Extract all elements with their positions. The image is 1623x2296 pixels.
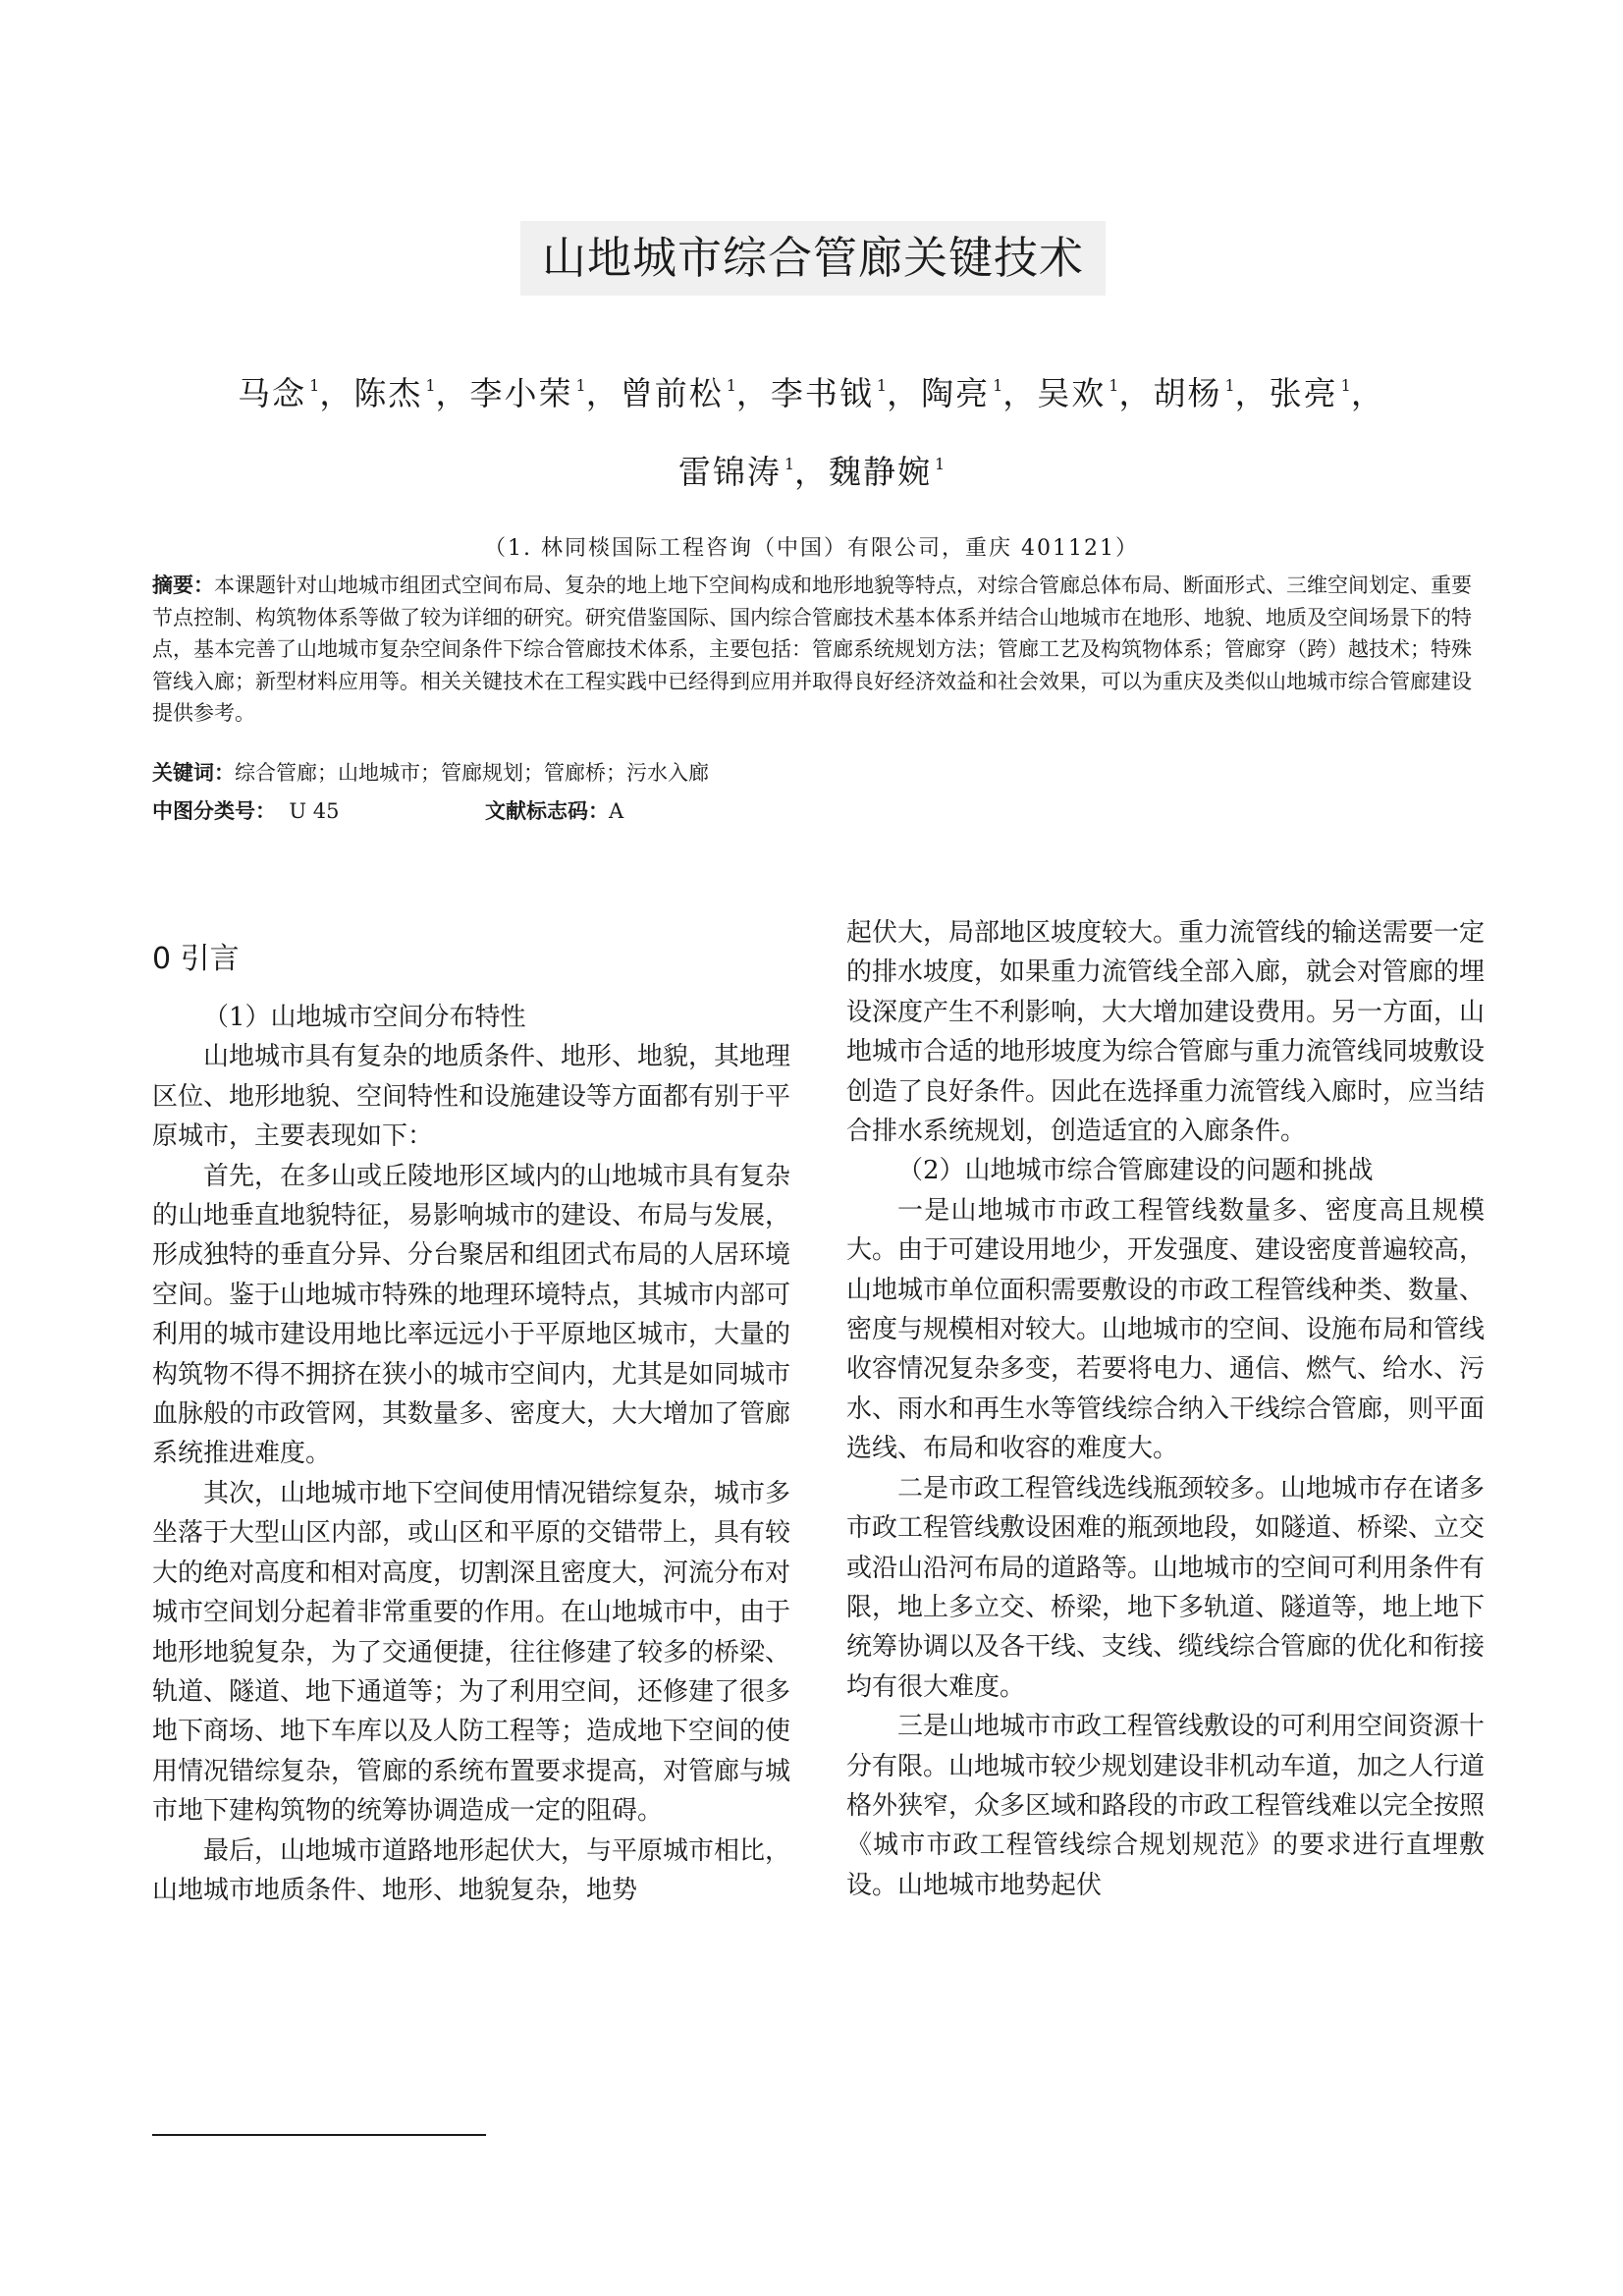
body-paragraph: 起伏大，局部地区坡度较大。重力流管线的输送需要一定的排水坡度，如果重力流管线全部入廊，就会对管廊的埋设深度产生不利影响，大大增加建设费用。另一方面，山地城市合适的地形坡度为综合管廊与重力流管线同坡敷设创造了良好条件。因此在选择重力流管线入廊时，应当结合排水系统规划，创造适宜的入廊条件。 bbox=[846, 918, 1486, 1147]
body-paragraph: 首先，在多山或丘陵地形区域内的山地城市具有复杂的山地垂直地貌特征，易影响城市的建设、布局与发展，形成独特的垂直分异、分台聚居和组团式布局的人居环境空间。鉴于山地城市特殊的地理环境特点，其城市内部可利用的城市建设用地比率远远小于平原地区城市，大量的构筑物不得不拥挤在狭小的城市空间内，尤其是如同城市血脉般的市政管网，其数量多、密度大，大大增加了管廊系统推进难度。 bbox=[152, 1161, 791, 1469]
clc-label: 中图分类号： bbox=[152, 799, 276, 823]
author-affiliation-mark: 1 bbox=[309, 376, 320, 395]
doc-code-value: A bbox=[609, 799, 624, 823]
author-name: 雷锦涛 bbox=[677, 453, 782, 491]
body-paragraph: 二是市政工程管线选线瓶颈较多。山地城市存在诸多市政工程管线敷设困难的瓶颈地段，如隧道、桥梁、立交或沿山沿河布局的道路等。山地城市的空间可利用条件有限，地上多立交、桥梁，地下多轨道、隧道等，地上地下统筹协调以及各干线、支线、缆线综合管廊的优化和衔接均有很大难度。 bbox=[846, 1473, 1486, 1702]
author-list-line-2 bbox=[0, 447, 1623, 493]
author-separator: ， bbox=[585, 374, 621, 412]
body-column-right bbox=[846, 913, 1485, 1905]
subsection-heading: （1）山地城市空间分布特性 bbox=[203, 1003, 526, 1032]
keywords bbox=[152, 757, 1480, 789]
author-separator: ， bbox=[794, 453, 829, 491]
clc-value: U 45 bbox=[289, 799, 340, 823]
author-name: 马念 bbox=[238, 374, 307, 412]
footnote-rule bbox=[152, 2134, 486, 2136]
author-name: 李小荣 bbox=[469, 374, 573, 412]
author-separator: ， bbox=[435, 374, 470, 412]
subsection-heading: （2）山地城市综合管廊建设的问题和挑战 bbox=[897, 1156, 1374, 1186]
author-separator: ， bbox=[1002, 374, 1038, 412]
abstract-text: 本课题针对山地城市组团式空间布局、复杂的地上地下空间构成和地形地貌等特点，对综合管廊总体布局、断面形式、三维空间划定、重要节点控制、构筑物体系等做了较为详细的研究。研究借鉴国际、国内综合管廊技术基本体系并结合山地城市在地形、地貌、地质及空间场景下的特点，基本完善了山地城市复杂空间条件下综合管廊技术体系，主要包括：管廊系统规划方法；管廊工艺及构筑物体系；管廊穿（跨）越技术；特殊管线入廊；新型材料应用等。相关关键技术在工程实践中已经得到应用并取得良好经济效益和社会效果，可以为重庆及类似山地城市综合管廊建设提供参考。 bbox=[152, 574, 1472, 725]
body-paragraph: 其次，山地城市地下空间使用情况错综复杂，城市多坐落于大型山区内部，或山区和平原的交错带上，具有较大的绝对高度和相对高度，切割深且密度大，河流分布对城市空间划分起着非常重要的作用。在山地城市中，由于地形地貌复杂，为了交通便捷，往往修建了较多的桥梁、轨道、隧道、地下通道等；为了利用空间，还修建了很多地下商场、地下车库以及人防工程等；造成地下空间的使用情况错综复杂，管廊的系统布置要求提高，对管廊与城市地下建构筑物的统筹协调造成一定的阻碍。 bbox=[152, 1478, 791, 1827]
author-affiliation-mark: 1 bbox=[726, 376, 736, 395]
author-name: 吴欢 bbox=[1037, 374, 1107, 412]
author-name: 张亮 bbox=[1269, 374, 1338, 412]
author-separator: ， bbox=[1234, 374, 1270, 412]
author-separator: ， bbox=[887, 374, 922, 412]
classification-line bbox=[152, 795, 1480, 827]
body-column-left bbox=[152, 998, 790, 1910]
author-separator: ， bbox=[1118, 374, 1154, 412]
body-paragraph: 三是山地城市市政工程管线敷设的可利用空间资源十分有限。山地城市较少规划建设非机动车道，加之人行道格外狭窄，众多区域和路段的市政工程管线难以完全按照《城市市政工程管线综合规划规范》的要求进行直埋敷设。山地城市地势起伏 bbox=[846, 1712, 1486, 1900]
keywords-text: 综合管廊；山地城市；管廊规划；管廊桥；污水入廊 bbox=[235, 761, 709, 785]
author-affiliation-mark: 1 bbox=[784, 455, 794, 473]
author-affiliation-mark: 1 bbox=[876, 376, 888, 395]
abstract bbox=[152, 570, 1480, 730]
author-affiliation-mark: 1 bbox=[1340, 376, 1351, 395]
author-name: 曾前松 bbox=[620, 374, 724, 412]
abstract-label: 摘要： bbox=[152, 574, 214, 597]
document-code bbox=[485, 795, 623, 827]
author-affiliation-mark: 1 bbox=[575, 376, 586, 395]
body-paragraph: 山地城市具有复杂的地质条件、地形、地貌，其地理区位、地形地貌、空间特性和设施建设等方面都有别于平原城市，主要表现如下： bbox=[152, 1042, 791, 1152]
section-heading: 0 引言 bbox=[152, 942, 240, 976]
author-separator: ， bbox=[319, 374, 354, 412]
author-separator: ， bbox=[735, 374, 771, 412]
author-name: 陶亮 bbox=[921, 374, 991, 412]
author-name: 胡杨 bbox=[1153, 374, 1222, 412]
author-name: 李书钺 bbox=[770, 374, 874, 412]
affiliation: （1. 林同棪国际工程咨询（中国）有限公司，重庆 401121） bbox=[484, 536, 1139, 561]
body-paragraph: 一是山地城市市政工程管线数量多、密度高且规模大。由于可建设用地少，开发强度、建设密度普遍较高，山地城市单位面积需要敷设的市政工程管线种类、数量、密度与规模相对较大。山地城市的空间、设施布局和管线收容情况复杂多变，若要将电力、通信、燃气、给水、污水、雨水和再生水等管线综合纳入干线综合管廊，则平面选线、布局和收容的难度大。 bbox=[846, 1195, 1486, 1464]
author-affiliation-mark: 1 bbox=[935, 455, 946, 473]
body-paragraph: 最后，山地城市道路地形起伏大，与平原城市相比，山地城市地质条件、地形、地貌复杂，地势 bbox=[152, 1835, 791, 1905]
author-affiliation-mark: 1 bbox=[1109, 376, 1119, 395]
author-affiliation-mark: 1 bbox=[1224, 376, 1235, 395]
author-name: 陈杰 bbox=[353, 374, 423, 412]
author-separator: ， bbox=[1350, 374, 1385, 412]
author-affiliation-mark: 1 bbox=[993, 376, 1003, 395]
author-affiliation-mark: 1 bbox=[425, 376, 436, 395]
author-name: 魏静婉 bbox=[829, 453, 932, 491]
paper-title: 山地城市综合管廊关键技术 bbox=[520, 221, 1106, 296]
author-list-line-1 bbox=[0, 368, 1623, 414]
keywords-label: 关键词： bbox=[152, 761, 235, 785]
doc-code-label: 文献标志码： bbox=[485, 799, 609, 823]
